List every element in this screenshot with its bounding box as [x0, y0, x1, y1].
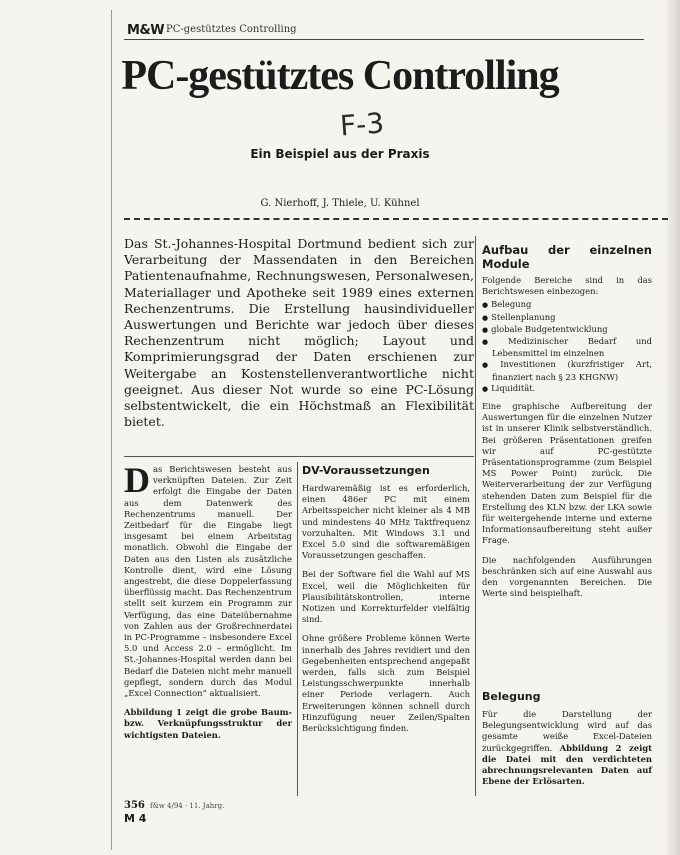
column-right [482, 243, 652, 607]
running-title: PC-gestütztes Controlling [166, 24, 297, 35]
figure-reference: Abbildung 2 zeigt die Datei mit den verdichteten abrechnungsrelevanten Daten auf Ebene der Erlösarten. [482, 742, 652, 787]
column-divider-right [475, 236, 476, 796]
lede-paragraph: Das St.-Johannes-Hospital Dortmund bedient sich zur Verarbeitung der Massendaten in den Bereichen Patientenaufnahme, Rechnungswesen, Personalwesen, Materiallager und Apotheke seit 1989 eines externen Rechenzentrums. Die Erstellung hausindividueller Auswertungen und Berichte war jedoch über dieses Rechenzentrum nicht möglich; Layout und Komprimierungsgrad der Daten erschienen zur Weitergabe an Kostenstellenverantwortliche nicht geeignet. Aus dieser Not wurde so eine PC-Lösung selbstentwickelt, die ein Höchstmaß an Flexibilität bietet. [124, 236, 474, 430]
handwritten-note: F-3 [338, 106, 386, 143]
header-rule [124, 39, 644, 40]
journal-logo: M&W [127, 23, 165, 38]
list-item: ● Belegung [492, 299, 652, 311]
page-number: 356 [124, 800, 145, 811]
article-authors: G. Nierhoff, J. Thiele, U. Kühnel [260, 198, 420, 209]
intro-text: as Berichtswesen besteht aus verknüpften Dateien. Zur Zeit erfolgt die Eingabe der Daten aus dem Datenwerk des Rechenzentrums manuell. Der Zeitbedarf für die Eingabe liegt insgesamt bei einem Arbeitstag monatlich. Obwohl die Eingabe der Daten aus den Listen als zusätzliche Kontrolle dient, wird eine Lösung angestrebt, die diese Doppelerfassung überflüssig macht. Das Rechenzentrum stellt seit kurzem ein Programm zur Verfügung, das eine Dateiübernahme von Zahlen aus der Großrechnerdatei in PC-Programme – insbesondere Excel 5.0 und Access 2.0 – ermöglicht. Im St.-Johannes-Hospital werden dann bei Bedarf die Dateien nicht mehr manuell gepflegt, sondern durch das Modul „Excel Connection“ aktualisiert. [124, 464, 292, 699]
drop-cap: D [124, 460, 150, 500]
list-item: ● Investitionen (kurzfristiger Art, finanziert nach § 23 KHGNW) [492, 359, 652, 382]
paragraph: Bei der Software fiel die Wahl auf MS Excel, weil die Möglichkeiten für Plausibilitätskontrollen, interne Notizen und Korrekturfelder vielfältig sind. [302, 569, 470, 625]
column-right-belegung [482, 690, 652, 795]
figure-reference: Abbildung 1 zeigt die grobe Baum- bzw. Verknüpfungsstruktur der wichtigsten Dateien. [124, 707, 292, 740]
article-subtitle: Ein Beispiel aus der Praxis [250, 147, 430, 161]
page-binding-edge [111, 10, 112, 850]
page-edge-shadow [664, 0, 680, 855]
paragraph: Ohne größere Probleme können Werte innerhalb des Jahres revidiert und den Gegebenheiten entsprechend angepaßt werden, falls sich zum Beispiel Leistungsschwerpunkte innerhalb einer Periode verlagern. Auch Erweiterungen können schnell durch Hinzufügung neuer Zeilen/Spalten Berücksichtigung finden. [302, 633, 470, 734]
section-heading-belegung: Belegung [482, 690, 541, 703]
dashed-divider [124, 218, 668, 220]
paragraph [482, 709, 652, 787]
column-middle [302, 464, 470, 742]
column-divider-mid [297, 462, 298, 796]
intro-paragraph [124, 460, 292, 699]
list-item: ● Stellenplanung [492, 312, 652, 324]
belegung-text: Für die Darstellung der Belegungsentwicklung wird auf das gesamte weiße Excel-Dateien zurückgegriffen. [482, 709, 652, 753]
article-title: PC-gestütztes Controlling [121, 53, 559, 99]
paragraph: Eine graphische Aufbereitung der Auswertungen für die einzelnen Nutzer ist in unserer Klinik selbstverständlich. Bei größeren Präsentationen greifen wir auf PC-gestützte Präsentationsprogramme (zum Beispiel MS Power Point) zurück. Die Weiterverarbeitung der zur Verfügung stehenden Daten zum Beispiel für die Erstellung des KLN bzw. der LKA sowie für weitergehende interne und externe Informationsaufbereitung steht außer Frage. [482, 401, 652, 546]
paragraph: Die nachfolgenden Ausführungen beschränken sich auf eine Auswahl aus den vorgenannten Bereichen. Die Werte sind beispielhaft. [482, 554, 652, 599]
section-mark: M 4 [124, 812, 147, 825]
paragraph: Hardwaremäßig ist es erforderlich, einen 486er PC mit einem Arbeitsspeicher nicht kleiner als 4 MB und mindestens 40 MHz Taktfrequenz vorzuhalten. Mit Windows 3.1 und Excel 5.0 sind die softwaremäßigen Voraussetzungen geschaffen. [302, 483, 470, 561]
list-item: ● Liquidität. [492, 383, 652, 395]
list-item: ● Medizinischer Bedarf und Lebensmittel im einzelnen [492, 336, 652, 359]
list-item: ● globale Budgetentwicklung [492, 324, 652, 336]
issue-info: f&w 4/94 · 11. Jahrg. [150, 802, 225, 810]
column-left [124, 460, 292, 749]
paragraph: Folgende Bereiche sind in das Berichtswesen einbezogen: [482, 275, 652, 297]
module-list [482, 299, 652, 395]
section-heading-module: Aufbau der einzelnen Module [482, 243, 652, 271]
lede-divider [124, 456, 474, 457]
section-heading-dv: DV-Voraussetzungen [302, 464, 430, 477]
